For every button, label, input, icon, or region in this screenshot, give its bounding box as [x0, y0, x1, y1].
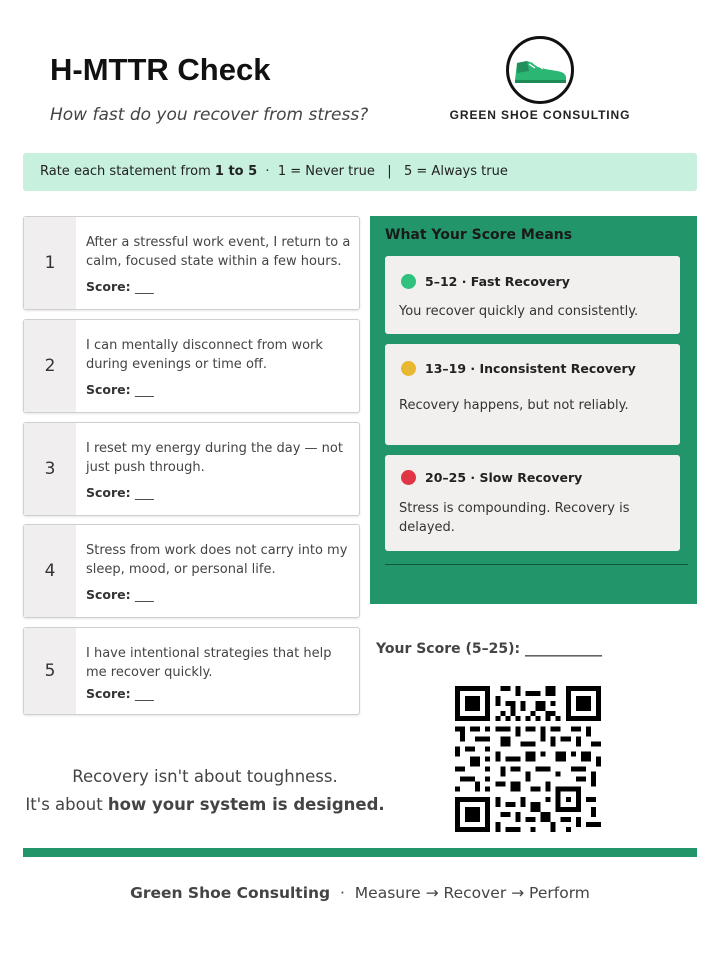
- tier-label: 20–25 · Slow Recovery: [425, 470, 583, 485]
- green-shoe-icon: [511, 49, 571, 89]
- tier-heading: [401, 274, 570, 289]
- question-card: [23, 524, 360, 618]
- qr-code-icon[interactable]: [455, 686, 601, 832]
- page-subtitle: How fast do you recover from stress?: [50, 105, 369, 125]
- score-blank: ___: [135, 686, 154, 701]
- panel-divider: [385, 564, 688, 565]
- question-text: I have intentional strategies that help me recover quickly.: [86, 646, 332, 680]
- footer-divider: [23, 848, 697, 857]
- question-text: After a stressful work event, I return to a calm, focused state within a few hours.: [86, 235, 351, 269]
- footer: [0, 884, 720, 902]
- instructions-range: 1 to 5: [214, 164, 258, 179]
- quote-line-2-prefix: It's about: [25, 795, 108, 814]
- tier-label: 13–19 · Inconsistent Recovery: [425, 361, 636, 376]
- question-text: I reset my energy during the day — not just push through.: [86, 441, 343, 475]
- question-number: 3: [24, 423, 76, 515]
- score-blank: ___: [135, 382, 154, 397]
- tier-label: 5–12 · Fast Recovery: [425, 274, 570, 289]
- question-number: 2: [24, 320, 76, 412]
- logo-circle: [506, 36, 574, 104]
- tier-heading: [401, 470, 582, 485]
- tier-description: Stress is compounding. Recovery is delayed.: [399, 501, 630, 535]
- green-dot-icon: [401, 274, 416, 289]
- tier-card-inconsistent: [385, 344, 680, 445]
- score-blank: ___: [135, 279, 154, 294]
- instructions-prefix: Rate each statement from: [40, 164, 215, 179]
- footer-tagline: · Measure → Recover → Perform: [330, 884, 590, 902]
- score-field[interactable]: [86, 279, 154, 294]
- red-dot-icon: [401, 470, 416, 485]
- quote-line-2-emphasis: how your system is designed.: [107, 795, 385, 814]
- score-blank: ___: [135, 587, 154, 602]
- score-field[interactable]: [86, 485, 154, 500]
- question-number: 4: [24, 525, 76, 617]
- score-label: Score:: [86, 485, 131, 500]
- question-card: [23, 319, 360, 413]
- company-logo: [445, 36, 635, 126]
- score-field[interactable]: [86, 686, 154, 701]
- question-text: Stress from work does not carry into my sleep, mood, or personal life.: [86, 543, 348, 577]
- footer-brand: Green Shoe Consulting: [130, 884, 331, 902]
- question-text: I can mentally disconnect from work during evenings or time off.: [86, 338, 323, 372]
- logo-name: GREEN SHOE CONSULTING: [449, 108, 631, 122]
- page-title: H-MTTR Check: [50, 52, 271, 87]
- question-number: 1: [24, 217, 76, 309]
- yellow-dot-icon: [401, 361, 416, 376]
- score-label: Score:: [86, 382, 131, 397]
- question-card: [23, 422, 360, 516]
- quote-line-2: [23, 791, 387, 819]
- score-label: Score:: [86, 587, 131, 602]
- score-label: Score:: [86, 279, 131, 294]
- tier-description: You recover quickly and consistently.: [399, 304, 639, 319]
- tier-card-slow: [385, 455, 680, 551]
- question-card: [23, 627, 360, 715]
- score-label: Score:: [86, 686, 131, 701]
- question-number: 5: [24, 628, 76, 714]
- tier-card-fast: [385, 256, 680, 334]
- score-blank: ___: [135, 485, 154, 500]
- quote-line-1: Recovery isn't about toughness.: [72, 767, 338, 786]
- closing-quote: [23, 763, 387, 819]
- tier-description: Recovery happens, but not reliably.: [399, 398, 629, 413]
- instructions-suffix: · 1 = Never true | 5 = Always true: [257, 164, 508, 179]
- score-meaning-panel: [370, 216, 697, 604]
- your-score-field[interactable]: Your Score (5–25): ___________: [376, 641, 602, 657]
- rating-instructions: [23, 153, 697, 191]
- tier-heading: [401, 361, 636, 376]
- score-field[interactable]: [86, 382, 154, 397]
- question-card: [23, 216, 360, 310]
- panel-title: What Your Score Means: [385, 227, 573, 243]
- score-field[interactable]: [86, 587, 154, 602]
